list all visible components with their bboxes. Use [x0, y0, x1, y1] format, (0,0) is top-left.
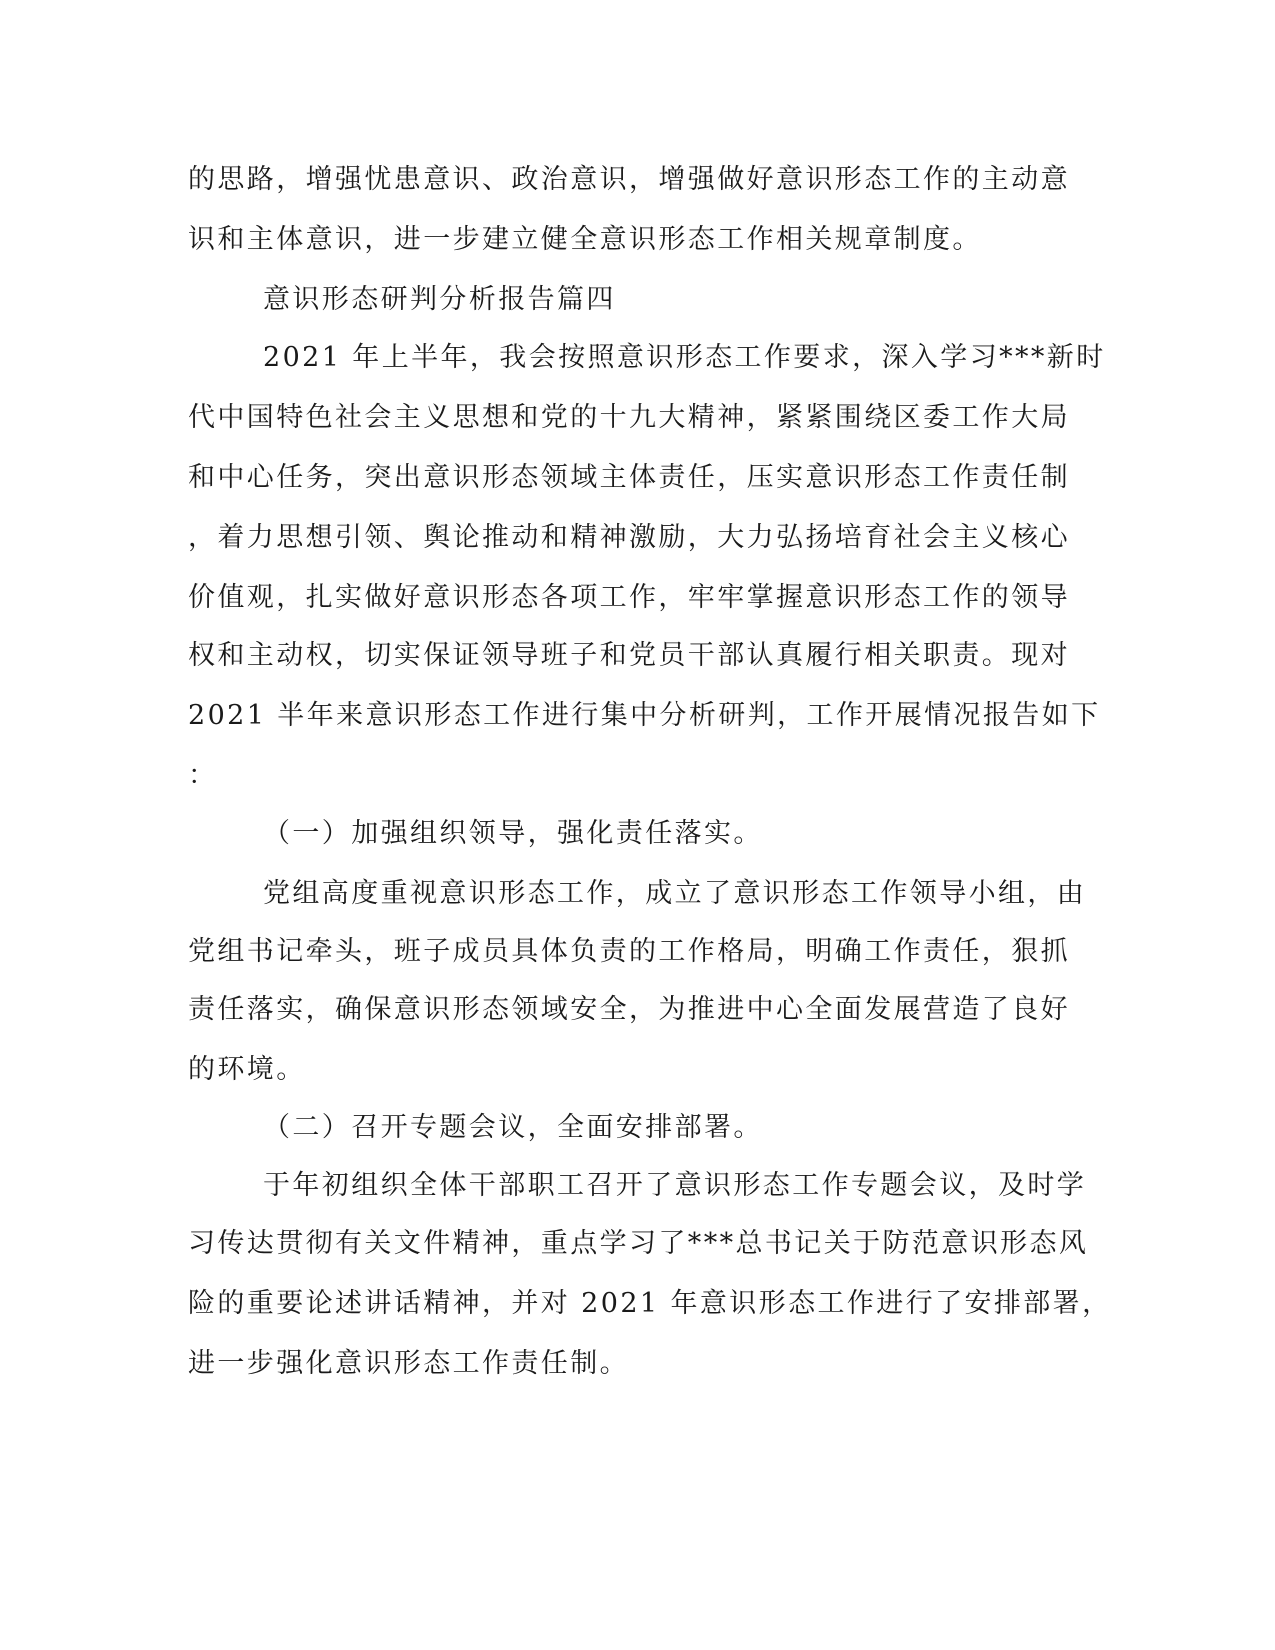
text-line: 识和主体意识，进一步建立健全意识形态工作相关规章制度。 [188, 224, 982, 255]
text-line: 习传达贯彻有关文件精神，重点学习了***总书记关于防范意识形态风 [188, 1228, 1089, 1259]
paragraph-start: 2021 年上半年，我会按照意识形态工作要求，深入学习***新时 [263, 342, 1106, 373]
text-line: ： [188, 760, 218, 791]
subsection-heading: （二）召开专题会议，全面安排部署。 [263, 1112, 763, 1143]
text-line: 2021 半年来意识形态工作进行集中分析研判，工作开展情况报告如下 [188, 700, 1101, 731]
text-line: 责任落实，确保意识形态领域安全，为推进中心全面发展营造了良好 [188, 994, 1070, 1025]
paragraph-start: 党组高度重视意识形态工作，成立了意识形态工作领导小组，由 [263, 878, 1087, 909]
subsection-heading: （一）加强组织领导，强化责任落实。 [263, 818, 763, 849]
paragraph-start: 于年初组织全体干部职工召开了意识形态工作专题会议，及时学 [263, 1170, 1087, 1201]
text-line: 险的重要论述讲话精神，并对 2021 年意识形态工作进行了安排部署， [188, 1288, 1112, 1319]
text-line: 的思路，增强忧患意识、政治意识，增强做好意识形态工作的主动意 [188, 164, 1070, 195]
section-heading: 意识形态研判分析报告篇四 [263, 284, 616, 315]
text-line: 和中心任务，突出意识形态领域主体责任，压实意识形态工作责任制 [188, 462, 1070, 493]
text-line: 进一步强化意识形态工作责任制。 [188, 1348, 629, 1379]
text-line: 权和主动权，切实保证领导班子和党员干部认真履行相关职责。现对 [188, 640, 1070, 671]
text-line: ，着力思想引领、舆论推动和精神激励，大力弘扬培育社会主义核心 [188, 522, 1070, 553]
text-line: 党组书记牵头，班子成员具体负责的工作格局，明确工作责任，狠抓 [188, 936, 1070, 967]
text-line: 价值观，扎实做好意识形态各项工作，牢牢掌握意识形态工作的领导 [188, 582, 1070, 613]
text-line: 的环境。 [188, 1054, 306, 1085]
text-line: 代中国特色社会主义思想和党的十九大精神，紧紧围绕区委工作大局 [188, 402, 1070, 433]
